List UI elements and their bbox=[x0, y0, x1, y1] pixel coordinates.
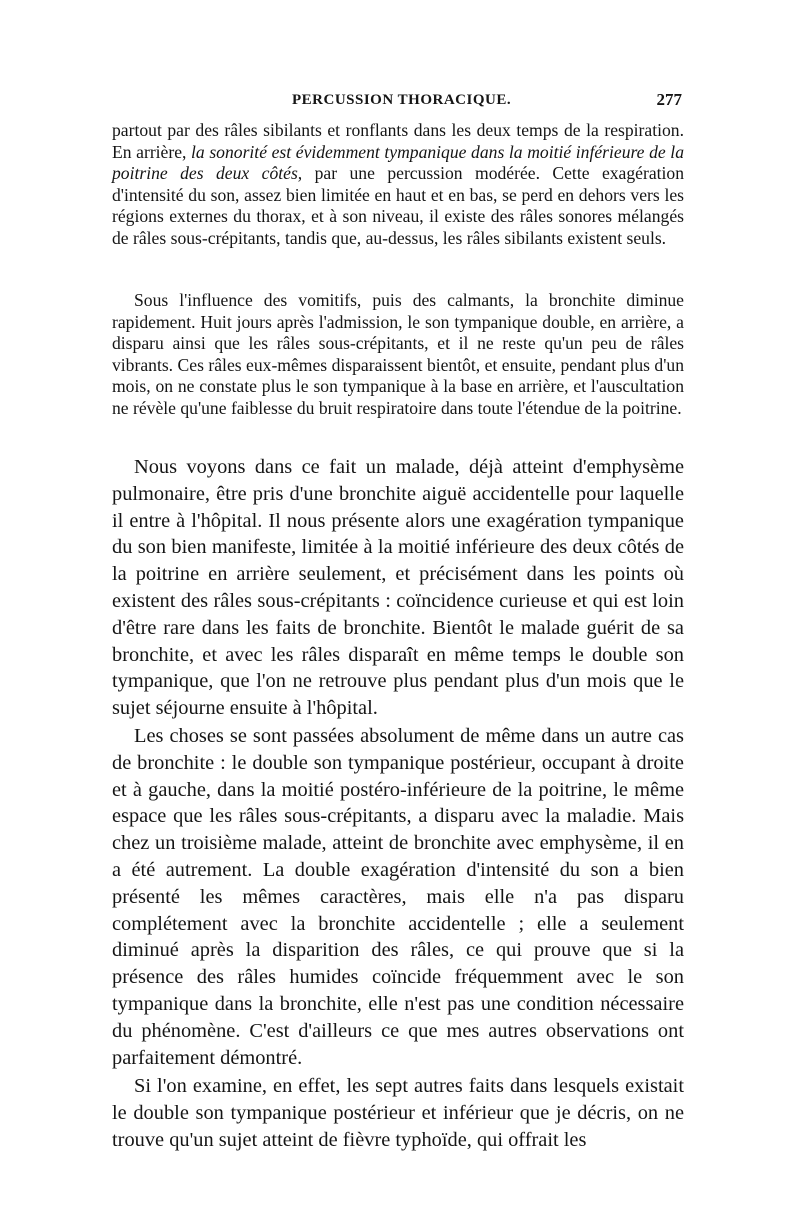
paragraph-1-text-start: partout par des râles sibilants et ronflants dans les deux temps de la respiration. En arrière, bbox=[112, 120, 684, 162]
running-title: PERCUSSION THORACIQUE. bbox=[292, 92, 512, 108]
paragraph-1-italic-text: la sonorité est évidemment tympanique dans la moitié inférieure de la poitrine des deux côtés, bbox=[112, 141, 684, 184]
paragraph-5: Si l'on examine, en effet, les sept autres faits dans lesquels existait le double son tympanique postérieur et inférieur que je décris, on ne trouve qu'un sujet atteint de fièvre typhoïde, qui offrait les bbox=[112, 1075, 684, 1151]
page-header bbox=[112, 88, 684, 114]
paragraph-1 bbox=[112, 120, 684, 250]
paragraph-3: Nous voyons dans ce fait un malade, déjà atteint d'emphysème pulmonaire, être pris d'une bronchite aiguë accidentelle pour laquelle il entre à l'hôpital. Il nous présente alors une exagération tympanique du son bien manifeste, limitée à la moitié inférieure des deux côtés de la poitrine en arrière seulement, et précisément dans les points où existent des râles sous-crépitants : coïncidence curieuse et qui est loin d'être rare dans les faits de bronchite. Bientôt le malade guérit de sa bronchite, et avec les râles disparaît en même temps le double son tympanique, que l'on ne retrouve plus pendant plus d'un mois que le sujet séjourne ensuite à l'hôpital. bbox=[112, 456, 684, 720]
page-number: 277 bbox=[656, 90, 682, 109]
paragraph-1-text-end: par une percussion modérée. Cette exagération d'intensité du son, assez bien limitée en haut et en bas, se perd en dehors vers les régions externes du thorax, et à son niveau, il existe des râles sonores mélangés de râles sous-crépitants, tandis que, au-dessus, les râles sibilants existent seuls. bbox=[112, 163, 685, 248]
paragraph-4: Les choses se sont passées absolument de même dans un autre cas de bronchite : le double son tympanique postérieur, occupant à droite et à gauche, dans la moitié postéro-inférieure de la poitrine, le même espace que les râles sous-crépitants, a disparu avec la maladie. Mais chez un troisième malade, atteint de bronchite avec emphysème, il en a été autrement. La double exagération d'intensité du son a bien présenté les mêmes caractères, mais elle n'a pas disparu complétement avec la bronchite accidentelle ; elle a seulement diminué après la disparition des râles, ce qui prouve que si la présence des râles humides coïncide fréquemment avec le son tympanique dans la bronchite, elle n'est pas une condition nécessaire du phénomène. C'est d'ailleurs ce que mes autres observations ont parfaitement démontré. bbox=[112, 725, 684, 1069]
paragraph-2: Sous l'influence des vomitifs, puis des calmants, la bronchite diminue rapidement. Huit jours après l'admission, le son tympanique double, en arrière, a disparu ainsi que les râles sous-crépitants, et il ne reste qu'un peu de râles vibrants. Ces râles eux-mêmes disparaissent bientôt, et ensuite, pendant plus d'un mois, on ne constate plus le son tympanique à la base en arrière, et l'auscultation ne révèle qu'une faiblesse du bruit respiratoire dans toute l'étendue de la poitrine. bbox=[112, 290, 684, 418]
